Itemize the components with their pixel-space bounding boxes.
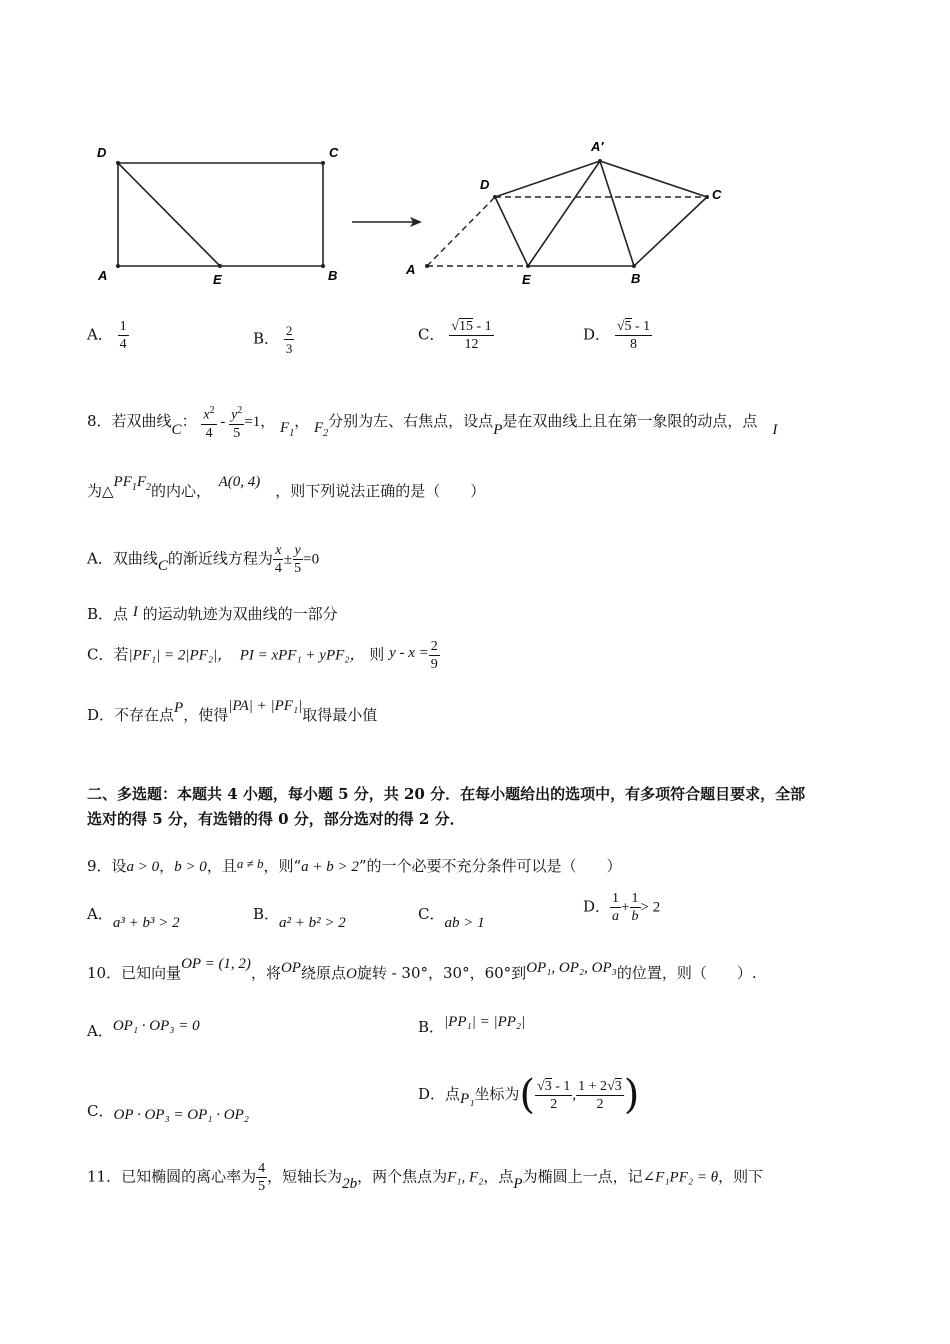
geometry-figure bbox=[0, 0, 950, 300]
q9-option-c[interactable]: C．ab > 1 bbox=[418, 905, 485, 931]
q10-option-a[interactable]: A．OP₁ · OP₃ = 0 bbox=[87, 1018, 200, 1040]
q10-option-c[interactable]: C．OP · OP₃ = OP₁ · OP₂ bbox=[87, 1102, 249, 1123]
label-E-right: E bbox=[522, 272, 531, 287]
q7-option-a[interactable]: A． $\frac{1}{4}$ bbox=[87, 319, 127, 352]
label-C-right: C bbox=[712, 187, 722, 202]
label-A-left: A bbox=[98, 268, 108, 283]
q8-option-a[interactable]: A．双曲线C的渐近线方程为 $\frac{x}{4}$ ± $\frac{y}{5}$ =0 bbox=[87, 543, 320, 576]
q8-option-b[interactable]: B．点 I 的运动轨迹为双曲线的一部分 bbox=[87, 604, 338, 623]
q8-stem-line1: 8．若双曲线C： $\frac{x^2}{4}$ - $\frac{y^2}{5}$ =1， $F_1$， $F_2$分别为左、右焦点，设点P是在双曲线上且在第一象限的动点，点 I bbox=[87, 402, 777, 442]
q9-stem: 9．设a > 0，b > 0，且a ≠ b，则“a + b > 2”的一个必要不充分条件可以是（ ） bbox=[87, 856, 622, 875]
label-E-left: E bbox=[213, 272, 222, 287]
q7-option-c[interactable]: C． $\frac{√15 - 1}{12}$ bbox=[418, 319, 492, 352]
q8-option-d[interactable]: D．不存在点P，使得|PA| + |PF₁|取得最小值 bbox=[87, 698, 378, 724]
q10-stem: 10．已知向量OP = (1, 2)，将OP绕原点O旋转 - 30°，30°，60°到OP₁, OP₂, OP₃的位置，则（ ）. bbox=[87, 956, 757, 982]
q10-option-d[interactable]: D．点P₁坐标为( $\frac{√3 - 1}{2}$ , $\frac{1 + 2√3}{2}$ ) bbox=[418, 1072, 640, 1118]
section2-heading-line2: 选对的得 5 分，有选错的得 0 分，部分选对的得 2 分． bbox=[87, 810, 465, 828]
section2-heading-line1: 二、多选题：本题共 4 小题，每小题 5 分，共 20 分．在每小题给出的选项中，有多项符合题目要求，全部 bbox=[87, 785, 806, 803]
q9-option-b[interactable]: B．a² + b² > 2 bbox=[253, 905, 346, 931]
left-rectangle-figure bbox=[97, 145, 339, 287]
label-B-right: B bbox=[631, 271, 641, 286]
arrow-right-icon bbox=[352, 217, 422, 227]
q9-option-a[interactable]: A．a³ + b³ > 2 bbox=[87, 905, 180, 931]
q11-stem: 11．已知椭圆的离心率为 $\frac{4}{5}$ ，短轴长为2b，两个焦点为F₁, F₂，点P为椭圆上一点，记∠F₁PF₂ = θ，则下 bbox=[87, 1161, 764, 1194]
q9-option-d[interactable]: D． $\frac{1}{a}$ + $\frac{1}{b}$ > 2 bbox=[583, 891, 661, 924]
label-A-right: A bbox=[406, 262, 416, 277]
label-D-left: D bbox=[97, 145, 107, 160]
label-C-left: C bbox=[329, 145, 339, 160]
q10-option-b[interactable]: B．|PP₁| = |PP₂| bbox=[418, 1014, 526, 1036]
q8-stem-line2: 为$\triangle PF_1F_2$的内心， A(0, 4) ，则下列说法正确的是（ ） bbox=[87, 474, 486, 500]
q7-option-b[interactable]: B． $\frac{2}{3}$ bbox=[253, 323, 293, 356]
label-D-right: D bbox=[480, 177, 490, 192]
q7-option-d[interactable]: D． $\frac{√5 - 1}{8}$ bbox=[583, 319, 651, 352]
right-folded-figure bbox=[405, 139, 722, 287]
label-B-left: B bbox=[328, 268, 338, 283]
label-A-prime: A′ bbox=[591, 139, 604, 154]
q8-option-c[interactable]: C．若|PF₁| = 2|PF₂|， PI = xPF₁ + yPF₂， 则 y - x = $\frac{2}{9}$ bbox=[87, 639, 438, 672]
